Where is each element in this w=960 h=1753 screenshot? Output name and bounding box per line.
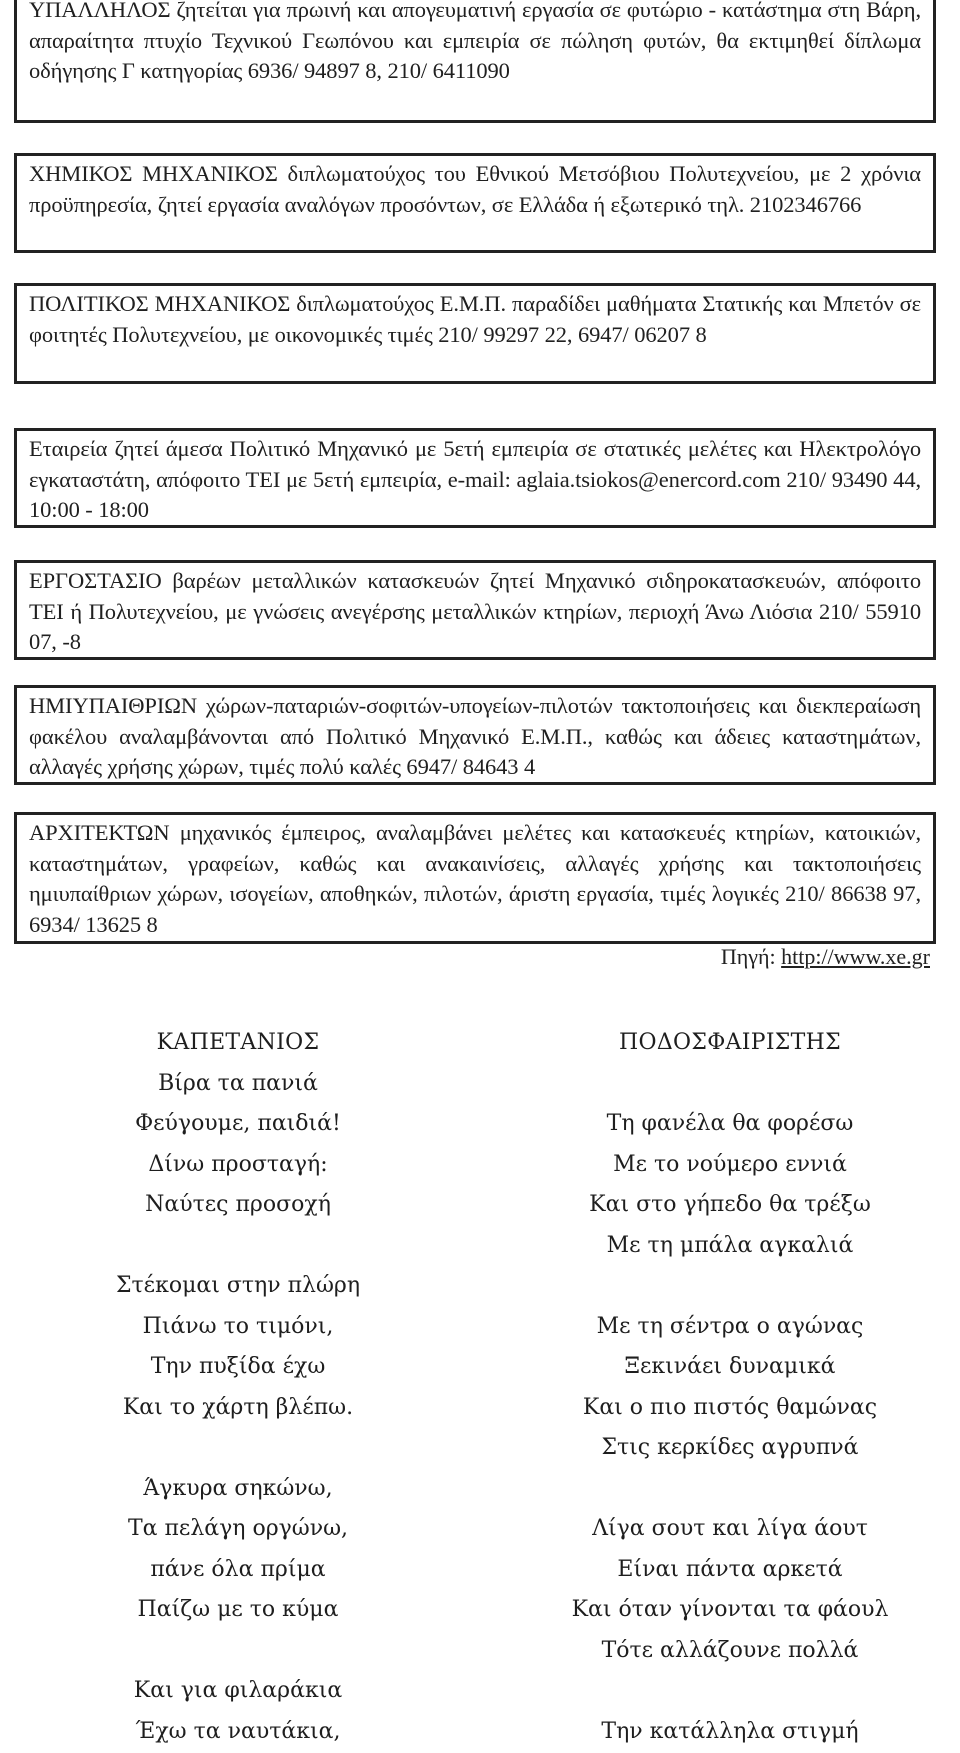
ad-text: ΑΡΧΙΤΕΚΤΩΝ μηχανικός έμπειρος, αναλαμβάνει μελέτες και κατασκευές κτηρίων, κατοικιών, καταστημάτων, γραφείων, καθώς και ανακαινίσεις, αλλαγές χρήσης και τακτοποιήσεις ημιυπαίθριων χώρων, ισογείων, αποθηκών, πιλοτών, άριστη εργασία, τιμές λογικές 210/ 86638 97, 6934/ 13625 8 <box>29 820 921 937</box>
ad-box <box>14 685 936 785</box>
poem-title: ΚΑΠΕΤΑΝΙΟΣ <box>156 1030 320 1055</box>
poem-line: Στις κερκίδες αγρυπνά <box>601 1435 859 1460</box>
poem-line: Την κατάλληλα στιγμή <box>601 1718 859 1744</box>
source-link[interactable]: http://www.xe.gr <box>781 944 930 969</box>
poem-line: Και για φιλαράκια <box>133 1678 343 1703</box>
poem-line: Παίζω με το κύμα <box>137 1597 339 1622</box>
ad-box <box>14 153 936 253</box>
poem-line: πάνε όλα πρίμα <box>150 1556 326 1582</box>
ad-box <box>14 812 936 944</box>
poem-line: Λίγα σουτ και λίγα άουτ <box>592 1516 868 1541</box>
poem-line: Ναύτες προσοχή <box>145 1192 331 1217</box>
poem-line: Φεύγουμε, παιδιά! <box>135 1111 341 1136</box>
poem-title: ΠΟΔΟΣΦΑΙΡΙΣΤΗΣ <box>619 1030 841 1055</box>
ad-text: ΧΗΜΙΚΟΣ ΜΗΧΑΝΙΚΟΣ διπλωματούχος του Εθνικού Μετσόβιου Πολυτεχνείου, με 2 χρόνια προϋπηρεσία, ζητεί εργασία αναλόγων προσόντων, σε Ελλάδα ή εξωτερικό τηλ. 2102346766 <box>29 161 921 217</box>
source-credit <box>600 944 930 970</box>
ad-text: ΠΟΛΙΤΙΚΟΣ ΜΗΧΑΝΙΚΟΣ διπλωματούχος Ε.Μ.Π. παραδίδει μαθήματα Στατικής και Μπετόν σε φοιτητές Πολυτεχνείου, με οικονομικές τιμές 210/ 99297 22, 6947/ 06207 8 <box>29 291 921 347</box>
stanza-break <box>88 1428 388 1469</box>
poem-line: Και στο γήπεδο θα τρέξω <box>589 1192 871 1217</box>
ad-box <box>14 283 936 384</box>
ad-text: ΗΜΙΥΠΑΙΘΡΙΩΝ χώρων-παταριών-σοφιτών-υπογείων-πιλοτών τακτοποιήσεις και διεκπεραίωση φακέλου αναλαμβάνονται από Πολιτικό Μηχανικό Ε.Μ.Π., καθώς και άδειες καταστημάτων, αλλαγές χρήσης χώρων, τιμές πολύ καλές 6947/ 84643 4 <box>29 693 921 779</box>
poem-line: Δίνω προσταγή: <box>148 1151 328 1177</box>
poem-line: Με το νούμερο εννιά <box>613 1151 847 1177</box>
poem-line: Άγκυρα σηκώνω, <box>143 1475 333 1501</box>
poem-line: Τη φανέλα θα φορέσω <box>606 1111 854 1136</box>
poem-line: Έχω τα ναυτάκια, <box>135 1718 341 1744</box>
poem-line: Στέκομαι στην πλώρη <box>115 1273 361 1298</box>
ad-box <box>14 0 936 123</box>
poem-line: Ξεκινάει δυναμικά <box>624 1354 836 1379</box>
poem-kapetanios <box>88 1023 388 1752</box>
poem-line: Τότε αλλάζουνε πολλά <box>601 1637 859 1663</box>
poem-line: Και όταν γίνονται τα φάουλ <box>571 1597 889 1622</box>
stanza-break <box>560 1469 900 1510</box>
poem-line: Πιάνω το τιμόνι, <box>142 1313 334 1339</box>
stanza-break <box>560 1266 900 1307</box>
poem-line: Με τη σέντρα ο αγώνας <box>596 1313 864 1339</box>
ad-box <box>14 560 936 660</box>
poem-line: Είναι πάντα αρκετά <box>617 1556 843 1582</box>
stanza-break <box>560 1064 900 1105</box>
stanza-break <box>88 1631 388 1672</box>
source-label: Πηγή: <box>720 944 776 969</box>
ad-text: ΥΠΑΛΛΗΛΟΣ ζητείται για πρωινή και απογευματινή εργασία σε φυτώριο - κατάστημα στη Βάρη, απαραίτητα πτυχίο Τεχνικού Γεωπόνου και εμπειρία σε πώληση φυτών, θα εκτιμηθεί δίπλωμα οδήγησης Γ κατηγορίας 6936/ 94897 8, 210/ 6411090 <box>29 0 921 83</box>
poem-podosfairistis <box>560 1023 900 1752</box>
poem-line: Τα πελάγη οργώνω, <box>127 1516 349 1541</box>
ad-text: Εταιρεία ζητεί άμεσα Πολιτικό Μηχανικό με 5ετή εμπειρία σε στατικές μελέτες και Ηλεκτρολόγο εγκαταστάτη, απόφοιτο ΤΕΙ με 5ετή εμπειρία, e-mail: aglaia.tsiokos@enercord.com 210/ 93490 44, 10:00 - 18:00 <box>29 436 921 522</box>
poem-line: Βίρα τα πανιά <box>158 1070 318 1096</box>
ad-text: ΕΡΓΟΣΤΑΣΙΟ βαρέων μεταλλικών κατασκευών ζητεί Μηχανικό σιδηροκατασκευών, απόφοιτο ΤΕΙ ή Πολυτεχνείου, με γνώσεις ανεγέρσης μεταλλικών κτηρίων, περιοχή Άνω Λιόσια 210/ 55910 07, -8 <box>29 568 921 654</box>
poem-line: Με τη μπάλα αγκαλιά <box>606 1232 854 1258</box>
poem-line: Και ο πιο πιστός θαμώνας <box>582 1394 878 1420</box>
poem-line: Και το χάρτη βλέπω. <box>122 1394 354 1420</box>
poem-line: Την πυξίδα έχω <box>150 1354 326 1379</box>
stanza-break <box>560 1671 900 1712</box>
ad-box <box>14 428 936 528</box>
stanza-break <box>88 1226 388 1267</box>
